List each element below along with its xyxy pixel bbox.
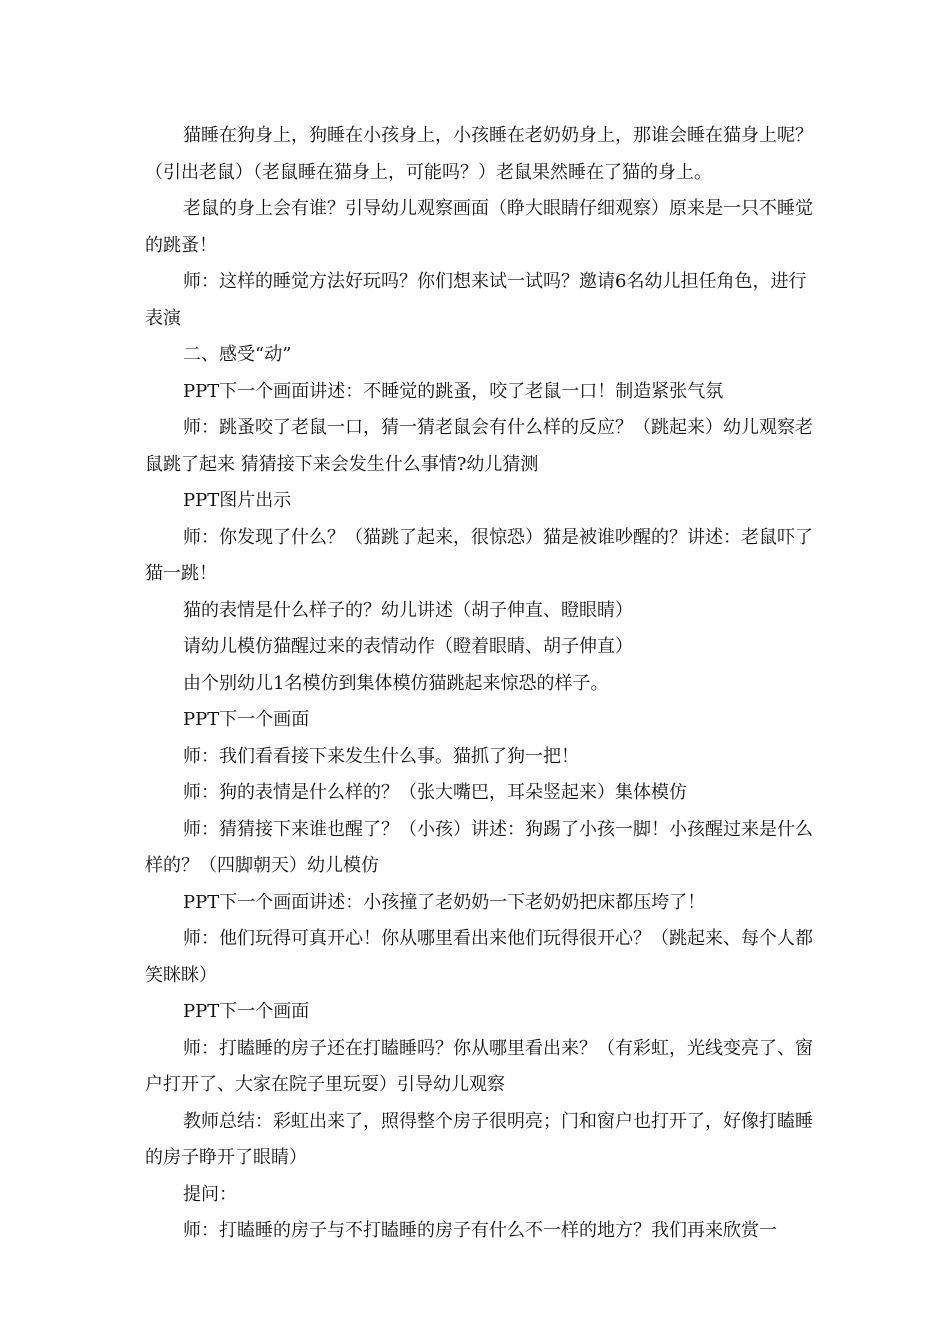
paragraph: 师：你发现了什么？（猫跳了起来，很惊恐）猫是被谁吵醒的？讲述：老鼠吓了猫一跳！	[145, 526, 813, 584]
paragraph: 师：这样的睡觉方法好玩吗？你们想来试一试吗？邀请6名幼儿担任角色，进行表演	[145, 271, 807, 329]
paragraph: PPT下一个画面	[183, 709, 310, 730]
paragraph: 师：猜猜接下来谁也醒了？（小孩）讲述：狗踢了小孩一脚！小孩醒过来是什么样的？（四脚朝天）幼儿模仿	[145, 818, 813, 876]
paragraph: PPT下一个画面讲述：小孩撞了老奶奶一下老奶奶把床都压垮了！	[183, 891, 706, 913]
document-body	[145, 118, 815, 1250]
paragraph: PPT下一个画面	[183, 1001, 310, 1022]
paragraph: 师：他们玩得可真开心！你从哪里看出来他们玩得很开心？（跳起来、每个人都笑眯眯）	[145, 928, 813, 986]
paragraph: 猫睡在狗身上，狗睡在小孩身上，小孩睡在老奶奶身上，那谁会睡在猫身上呢？（引出老鼠）（老鼠睡在猫身上，可能吗？）老鼠果然睡在了猫的身上。	[145, 125, 813, 183]
paragraph: PPT下一个画面讲述：不睡觉的跳蚤，咬了老鼠一口！制造紧张气氛	[183, 380, 724, 402]
paragraph: 老鼠的身上会有谁？引导幼儿观察画面（睁大眼睛仔细观察）原来是一只不睡觉的跳蚤！	[145, 198, 813, 256]
paragraph: 师：我们看看接下来发生什么事。猫抓了狗一把！	[183, 745, 579, 767]
paragraph: 师：打瞌睡的房子还在打瞌睡吗？你从哪里看出来？（有彩虹，光线变亮了、窗户打开了、大家在院子里玩耍）引导幼儿观察	[145, 1037, 813, 1095]
paragraph: 师：打瞌睡的房子与不打瞌睡的房子有什么不一样的地方？我们再来欣赏一	[183, 1220, 777, 1241]
paragraph: PPT图片出示	[183, 490, 292, 511]
section-heading: 二、感受“动”	[183, 344, 292, 365]
paragraph: 师：跳蚤咬了老鼠一口，猜一猜老鼠会有什么样的反应？（跳起来）幼儿观察老鼠跳了起来 猜猜接下来会发生什么事情?幼儿猜测	[145, 417, 813, 475]
paragraph: 师：狗的表情是什么样的？（张大嘴巴，耳朵竖起来）集体模仿	[183, 782, 687, 803]
paragraph: 由个别幼儿1名模仿到集体模仿猫跳起来惊恐的样子。	[183, 672, 609, 694]
paragraph: 请幼儿模仿猫醒过来的表情动作（瞪着眼睛、胡子伸直）	[183, 636, 633, 657]
paragraph: 猫的表情是什么样子的？幼儿讲述（胡子伸直、瞪眼睛）	[183, 599, 633, 621]
paragraph: 教师总结：彩虹出来了，照得整个房子很明亮；门和窗户也打开了，好像打瞌睡的房子睁开了眼睛）	[145, 1110, 813, 1168]
paragraph: 提问：	[183, 1183, 237, 1205]
